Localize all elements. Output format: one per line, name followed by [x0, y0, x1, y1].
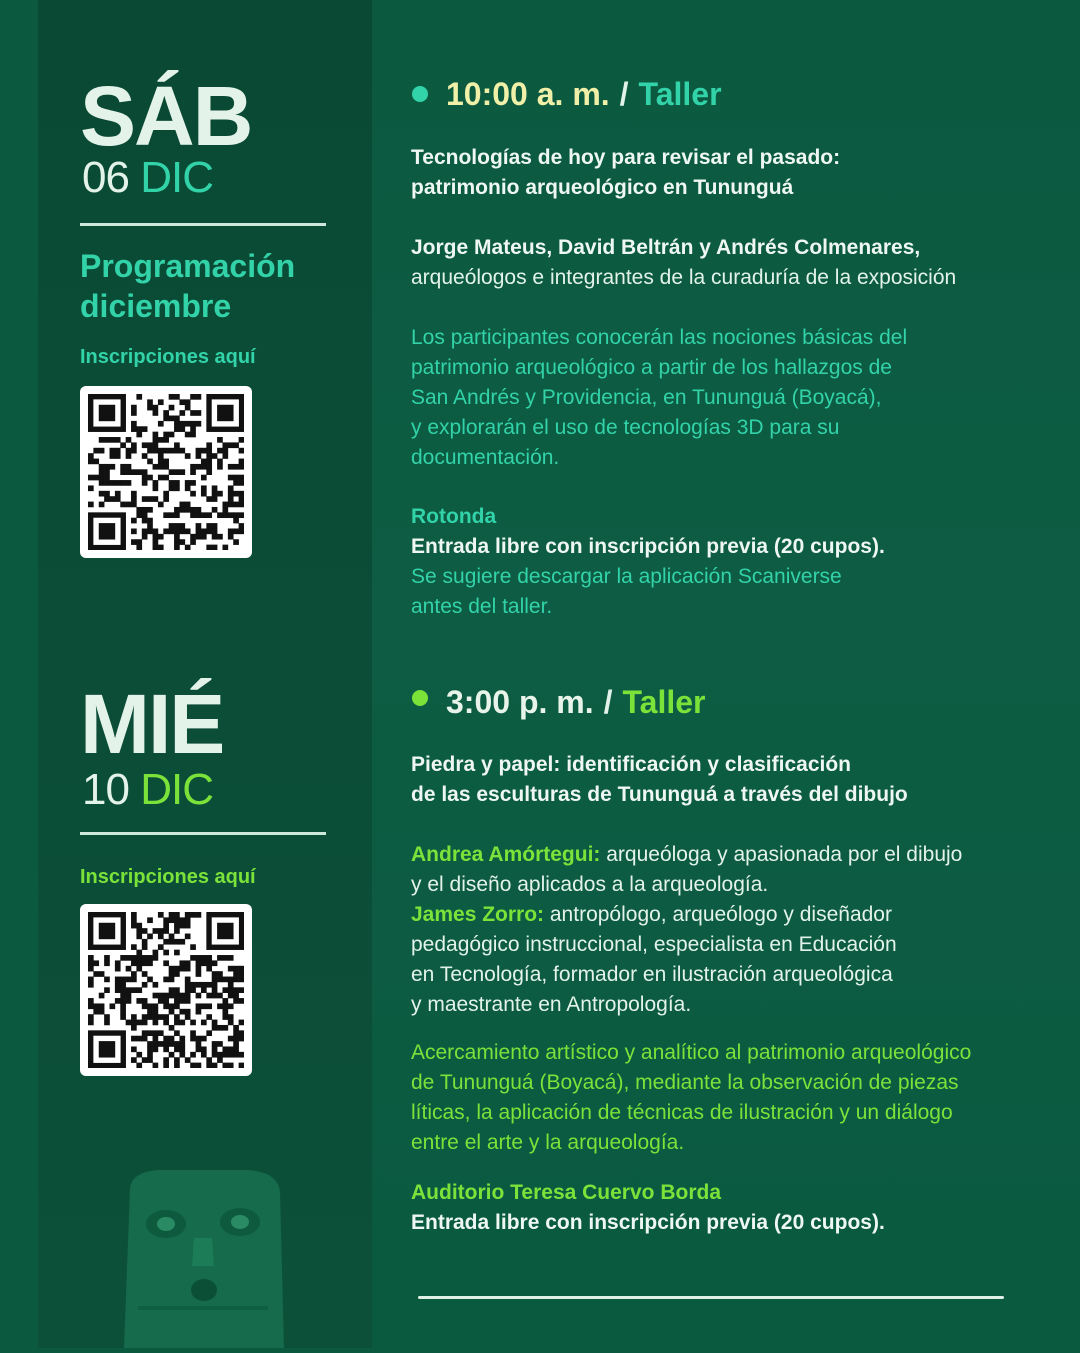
- speaker-name: James Zorro:: [411, 903, 545, 926]
- bottom-divider: [418, 1296, 1004, 1299]
- description-line: patrimonio arqueológico a partir de los hallazgos de: [411, 356, 892, 379]
- event-speakers-sat: [411, 233, 1041, 293]
- description-line: líticas, la aplicación de técnicas de ilustración y un diálogo: [411, 1101, 953, 1124]
- title-line: patrimonio arqueológico en Tununguá: [411, 176, 794, 199]
- program-title: Programación diciembre: [80, 248, 296, 324]
- venue-name: Rotonda: [411, 505, 497, 528]
- entry-info: Entrada libre con inscripción previa (20 cupos).: [411, 535, 885, 558]
- registration-label-sat: Inscripciones aquí: [80, 346, 256, 368]
- date-month: DIC: [140, 765, 213, 814]
- description-line: y explorarán el uso de tecnologías 3D para su: [411, 416, 840, 439]
- note-line: antes del taller.: [411, 595, 553, 618]
- divider: [80, 832, 326, 835]
- note-line: Se sugiere descargar la aplicación Scaniverse: [411, 565, 842, 588]
- event-venue-wed: [411, 1178, 1041, 1238]
- bullet-dot: [412, 690, 428, 706]
- event-description-wed: [411, 1038, 1041, 1158]
- speaker-role: antropólogo, arqueólogo y diseñador: [544, 903, 892, 926]
- event-title-sat: [411, 143, 1041, 203]
- venue-name: Auditorio Teresa Cuervo Borda: [411, 1181, 721, 1204]
- title-line: de las esculturas de Tununguá a través del dibujo: [411, 783, 908, 806]
- date-number: 10: [82, 765, 129, 814]
- speakers-role: arqueólogos e integrantes de la curaduría de la exposición: [411, 266, 957, 289]
- description-line: San Andrés y Providencia, en Tununguá (Boyacá),: [411, 386, 882, 409]
- event-time: 3:00 p. m.: [446, 684, 594, 720]
- divider: [80, 223, 326, 226]
- speaker-role: y maestrante en Antropología.: [411, 993, 692, 1016]
- separator: /: [619, 76, 629, 112]
- description-line: documentación.: [411, 446, 560, 469]
- entry-info: Entrada libre con inscripción previa (20 cupos).: [411, 1211, 885, 1234]
- description-line: entre el arte y la arqueología.: [411, 1131, 685, 1154]
- speaker-role: y el diseño aplicados a la arqueología.: [411, 873, 769, 896]
- title-line: Piedra y papel: identificación y clasificación: [411, 753, 851, 776]
- bullet-dot: [412, 86, 428, 102]
- qr-code-sat[interactable]: [80, 386, 252, 558]
- event-time-sat: [446, 78, 722, 110]
- speaker-role: en Tecnología, formador en ilustración arqueológica: [411, 963, 893, 986]
- event-time: 10:00 a. m.: [446, 76, 610, 112]
- date-label-sat: [82, 153, 213, 202]
- event-type: Taller: [638, 76, 722, 112]
- event-type: Taller: [622, 684, 706, 720]
- event-title-wed: [411, 750, 1041, 810]
- sidebar-panel: [38, 0, 372, 1348]
- speaker-role: pedagógico instruccional, especialista en Educación: [411, 933, 897, 956]
- event-venue-sat: [411, 502, 1041, 622]
- date-month: DIC: [140, 153, 213, 202]
- speaker-role: arqueóloga y apasionada por el dibujo: [600, 843, 963, 866]
- speaker-name: Andrea Amórtegui:: [411, 843, 601, 866]
- speakers-names: Jorge Mateus, David Beltrán y Andrés Colmenares,: [411, 236, 921, 259]
- day-label-wed: MIÉ: [80, 677, 224, 771]
- event-speakers-wed: [411, 840, 1041, 1020]
- event-time-wed: [446, 686, 706, 718]
- day-label-sat: SÁB: [80, 69, 252, 163]
- description-line: Los participantes conocerán las nociones básicas del: [411, 326, 908, 349]
- qr-code-wed[interactable]: [80, 904, 252, 1076]
- registration-label-wed: Inscripciones aquí: [80, 866, 256, 888]
- stone-sculpture-image: [118, 1168, 288, 1348]
- description-line: Acercamiento artístico y analítico al patrimonio arqueológico: [411, 1041, 972, 1064]
- title-line: Tecnologías de hoy para revisar el pasado:: [411, 146, 841, 169]
- event-description-sat: [411, 323, 1041, 473]
- separator: /: [603, 684, 613, 720]
- description-line: de Tununguá (Boyacá), mediante la observación de piezas: [411, 1071, 959, 1094]
- date-label-wed: [82, 765, 213, 814]
- date-number: 06: [82, 153, 129, 202]
